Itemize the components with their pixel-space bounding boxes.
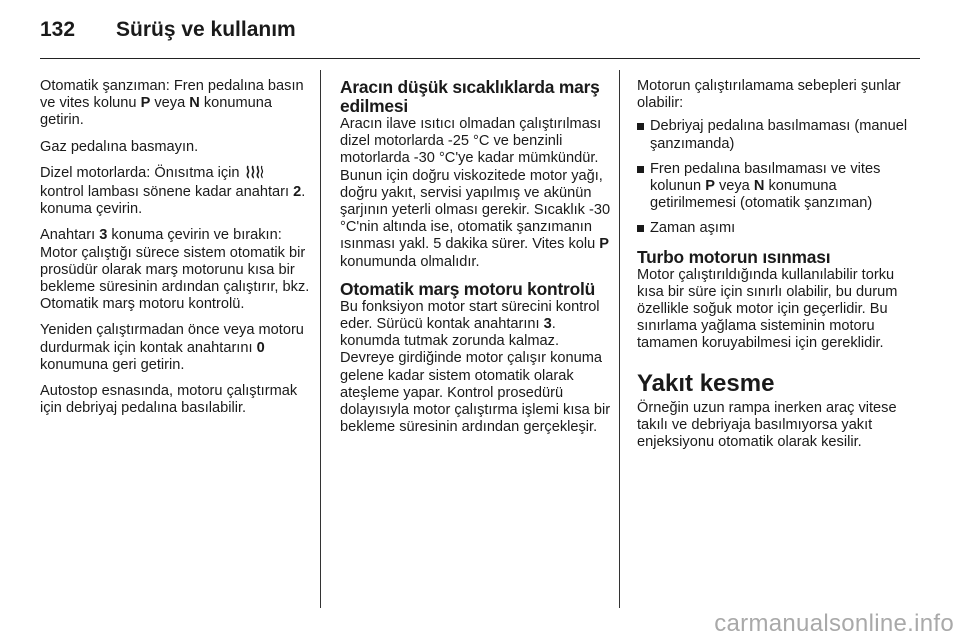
section-title: Sürüş ve kullanım [116,18,296,41]
bullet-square [637,166,644,173]
column-3 [637,78,923,460]
paragraph-restart: Yeniden çalıştırmadan önce veya motoru durdurmak için kontak anahtarını 0 konumuna geri getirin. [40,322,304,373]
heading-turbo-warmup: Turbo motorun ısınması [637,246,831,267]
column-divider-2 [619,70,620,608]
paragraph-no-gas: Gaz pedalına basmayın. [40,138,199,155]
column-2 [340,78,612,445]
header-rule [40,58,920,59]
paragraph-low-temperature: Aracın ilave ısıtıcı olmadan çalıştırılması dizel motorlarda -25 °C ve benzinli motorlarda -30 °C'ye kadar mümkündür. Bunun için doğru viskozitede motor yağı, doğru yakıt, servisi yapılmış ve akünün şarjının yeterli olması gerekir. Sıcaklık -30 °C'nin altında ise, otomatik şanzımanın ısınması yakl. 5 dakika sürer. Vites kolu P konumunda olmalıdır. [340,116,611,270]
paragraph-starter-control: Bu fonksiyon motor start sürecini kontrol eder. Sürücü kontak anahtarını 3. konumda tutmak zorunda kalmaz. Devreye girdiğinde motor çalışır konuma gelene kadar sistem otomatik olarak ateşleme yapar. Kontrol prosedürü dolayısıyla motor çalıştırma işlemi kısa bir bekleme süresinin ardından gerçekleşir. [340,298,611,436]
heading-fuel-cutoff: Yakıt kesme [637,369,775,397]
page-header [40,18,296,42]
bullet-square [637,123,644,130]
column-1 [40,78,312,426]
paragraph-turn-key: Anahtarı 3 konuma çevirin ve bırakın: Motor çalıştığı sürece sistem otomatik bir prosüdür olarak marş motorunu kısa bir bekleme süresinin ardından çalıştırır, bkz. Otomatik marş motoru kontrolü. [40,227,310,313]
reasons-list [637,118,923,237]
bullet-square [637,225,644,232]
watermark: carmanualsonline.info [714,610,954,637]
paragraph-autostop: Autostop esnasında, motoru çalıştırmak için debriyaj pedalına basılabilir. [40,383,298,417]
list-item: Fren pedalına basılmaması ve vites kolunun P veya N konumuna getirilmemesi (otomatik şanzıman) [637,161,923,213]
paragraph-automatic-transmission: Otomatik şanzıman: Fren pedalına basın ve vites kolunu P veya N konumuna getirin. [40,78,304,129]
page-number: 132 [40,18,76,41]
heading-automatic-starter-control: Otomatik marş motoru kontrolü [340,278,596,299]
paragraph-start-failure-reasons: Motorun çalıştırılamama sebepleri şunlar olabilir: [637,78,901,112]
paragraph-diesel: Dizel motorlarda: Önısıtma için kontrol lambası sönene kadar anahtarı 2. konuma çevirin. [40,164,306,218]
glow-plug-icon [246,165,264,184]
paragraph-fuel-cutoff: Örneğin uzun rampa inerken araç vitese takılı ve debriyaja basılmıyorsa yakıt enjeksiyonu otomatik olarak kesilir. [637,399,897,451]
list-item: Debriyaj pedalına basılmaması (manuel şanzımanda) [637,118,923,152]
heading-low-temperature-start: Aracın düşük sıcaklıklarda marş edilmesi [340,77,600,116]
column-divider-1 [320,70,321,608]
paragraph-turbo-warmup: Motor çalıştırıldığında kullanılabilir torku kısa bir süre için sınırlı olabilir, bu durum özellikle soğuk motor için geçerlidir. Bu sınırlama yağlama sisteminin motoru tamamen koruyabilmesi için gereklidir. [637,266,898,352]
list-item: Zaman aşımı [637,220,923,237]
